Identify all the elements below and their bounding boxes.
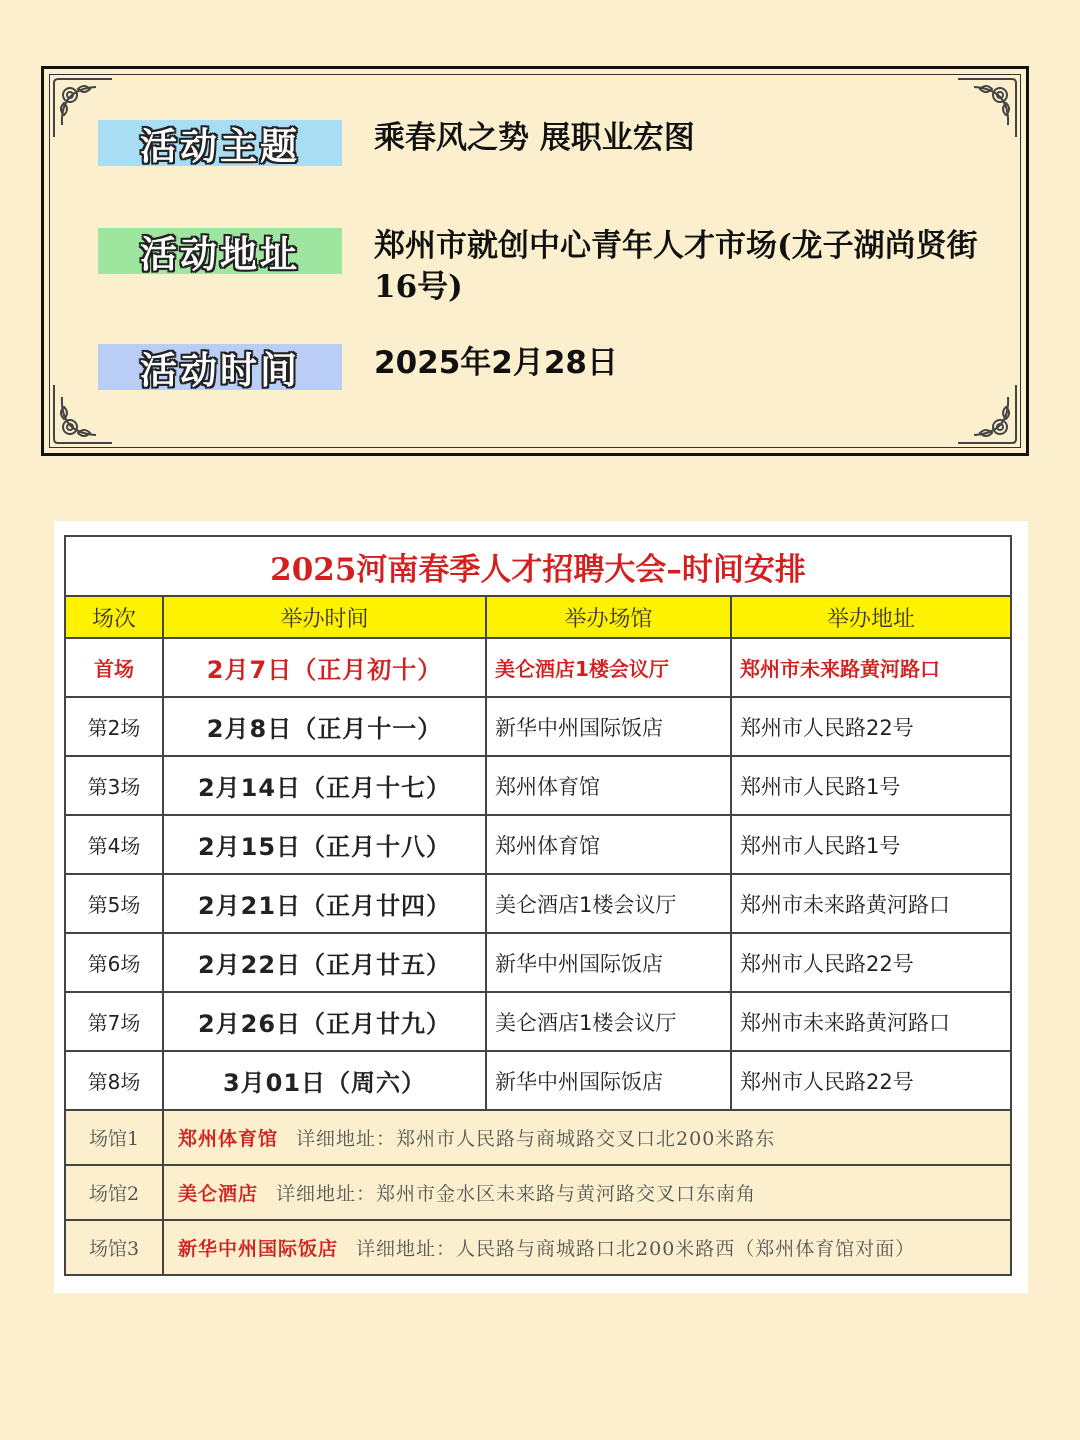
venue-cell: 郑州体育馆 xyxy=(486,756,731,815)
column-header: 举办地址 xyxy=(731,596,1011,638)
venue-address: 详细地址：郑州市人民路与商城路交叉口北200米路东 xyxy=(296,1128,776,1150)
venue-label: 场馆2 xyxy=(65,1165,163,1220)
date-cell: 3月01日（周六） xyxy=(163,1051,486,1110)
table-row xyxy=(65,992,1011,1051)
theme-value: 乘春风之势 展职业宏图 xyxy=(374,120,695,156)
venue-cell: 美仑酒店1楼会议厅 xyxy=(486,874,731,933)
table-row xyxy=(65,815,1011,874)
corner-ornament-icon xyxy=(50,381,116,447)
date-cell: 2月26日（正月廿九） xyxy=(163,992,486,1051)
date-cell: 2月14日（正月十七） xyxy=(163,756,486,815)
date-cell: 2月22日（正月廿五） xyxy=(163,933,486,992)
address-label: 活动地址 xyxy=(98,228,342,274)
address-cell: 郑州市未来路黄河路口 xyxy=(731,638,1011,697)
venue-detail xyxy=(163,1110,1011,1165)
table-row xyxy=(65,756,1011,815)
venue-label: 场馆3 xyxy=(65,1220,163,1275)
venue-name: 美仑酒店 xyxy=(178,1183,259,1205)
column-header: 场次 xyxy=(65,596,163,638)
corner-ornament-icon xyxy=(954,381,1020,447)
date-cell: 2月8日（正月十一） xyxy=(163,697,486,756)
session-cell: 第7场 xyxy=(65,992,163,1051)
venue-cell: 新华中州国际饭店 xyxy=(486,697,731,756)
address-cell: 郑州市人民路1号 xyxy=(731,756,1011,815)
address-cell: 郑州市人民路22号 xyxy=(731,697,1011,756)
date-cell: 2月21日（正月廿四） xyxy=(163,874,486,933)
venue-cell: 新华中州国际饭店 xyxy=(486,933,731,992)
date-cell: 2月7日（正月初十） xyxy=(163,638,486,697)
activity-info-panel xyxy=(41,66,1029,456)
address-value: 郑州市就创中心青年人才市场(龙子湖尚贤街16号) xyxy=(374,228,978,305)
session-cell: 首场 xyxy=(65,638,163,697)
column-header: 举办场馆 xyxy=(486,596,731,638)
session-cell: 第5场 xyxy=(65,874,163,933)
table-row xyxy=(65,1051,1011,1110)
column-header: 举办时间 xyxy=(163,596,486,638)
venue-name: 郑州体育馆 xyxy=(178,1128,279,1150)
date-cell: 2月15日（正月十八） xyxy=(163,815,486,874)
table-header-row xyxy=(65,596,1011,638)
schedule-card xyxy=(54,521,1028,1293)
table-row xyxy=(65,697,1011,756)
session-cell: 第2场 xyxy=(65,697,163,756)
venue-detail xyxy=(163,1220,1011,1275)
address-cell: 郑州市未来路黄河路口 xyxy=(731,992,1011,1051)
venue-cell: 美仑酒店1楼会议厅 xyxy=(486,992,731,1051)
venue-address: 详细地址：郑州市金水区未来路与黄河路交叉口东南角 xyxy=(276,1183,757,1205)
venue-address: 详细地址：人民路与商城路口北200米路西（郑州体育馆对面） xyxy=(356,1238,916,1260)
schedule-title: 2025河南春季人才招聘大会–时间安排 xyxy=(65,536,1011,596)
schedule-table xyxy=(64,535,1012,1276)
table-row xyxy=(65,874,1011,933)
venue-cell: 新华中州国际饭店 xyxy=(486,1051,731,1110)
venue-detail-row xyxy=(65,1165,1011,1220)
address-cell: 郑州市人民路22号 xyxy=(731,933,1011,992)
session-cell: 第4场 xyxy=(65,815,163,874)
session-cell: 第3场 xyxy=(65,756,163,815)
address-cell: 郑州市人民路22号 xyxy=(731,1051,1011,1110)
address-cell: 郑州市人民路1号 xyxy=(731,815,1011,874)
venue-cell: 郑州体育馆 xyxy=(486,815,731,874)
table-row xyxy=(65,638,1011,697)
theme-label: 活动主题 xyxy=(98,120,342,166)
venue-cell: 美仑酒店1楼会议厅 xyxy=(486,638,731,697)
venue-detail xyxy=(163,1165,1011,1220)
session-cell: 第8场 xyxy=(65,1051,163,1110)
time-value: 2025年2月28日 xyxy=(374,345,618,381)
time-label: 活动时间 xyxy=(98,344,342,390)
venue-label: 场馆1 xyxy=(65,1110,163,1165)
session-cell: 第6场 xyxy=(65,933,163,992)
address-cell: 郑州市未来路黄河路口 xyxy=(731,874,1011,933)
venue-name: 新华中州国际饭店 xyxy=(178,1238,339,1260)
venue-detail-row xyxy=(65,1110,1011,1165)
table-row xyxy=(65,933,1011,992)
venue-detail-row xyxy=(65,1220,1011,1275)
